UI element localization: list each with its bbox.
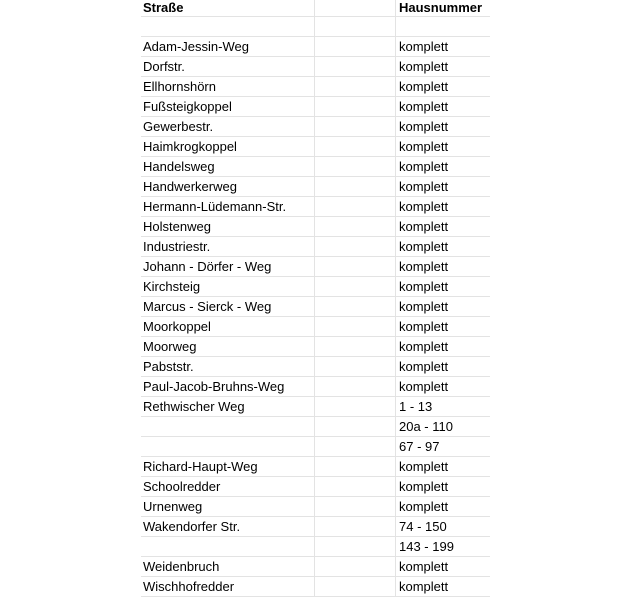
house-number-cell: komplett	[399, 199, 449, 214]
house-number-cell: komplett	[399, 459, 449, 474]
street-cell: Richard-Haupt-Weg	[141, 457, 315, 476]
table-row	[141, 97, 490, 117]
table-row	[141, 37, 490, 57]
empty-cell	[315, 17, 410, 36]
street-cell: Pabststr.	[141, 357, 315, 376]
table-row	[141, 197, 490, 217]
table-row	[141, 557, 490, 577]
table-row	[141, 237, 490, 257]
house-number-cell: 1 - 13	[399, 399, 433, 414]
table-body	[141, 37, 490, 597]
table-row	[141, 457, 490, 477]
street-cell: Wischhofredder	[141, 577, 315, 596]
street-cell: Moorkoppel	[141, 317, 315, 336]
table-row	[141, 277, 490, 297]
house-number-cell: komplett	[399, 379, 449, 394]
street-cell: Ellhornshörn	[141, 77, 315, 96]
table-row	[141, 137, 490, 157]
table-row	[141, 537, 490, 557]
table-row	[141, 477, 490, 497]
house-number-cell: komplett	[399, 159, 449, 174]
empty-cell	[141, 17, 315, 36]
street-cell: Adam-Jessin-Weg	[141, 37, 315, 56]
street-cell: Wakendorfer Str.	[141, 517, 315, 536]
street-cell: Urnenweg	[141, 497, 315, 516]
street-cell: Fußsteigkoppel	[141, 97, 315, 116]
street-cell: Schoolredder	[141, 477, 315, 496]
table-row	[141, 577, 490, 597]
table-row	[141, 337, 490, 357]
street-cell: Dorfstr.	[141, 57, 315, 76]
table-row	[141, 517, 490, 537]
table-row	[141, 257, 490, 277]
street-cell: Paul-Jacob-Bruhns-Weg	[141, 377, 315, 396]
header-street: Straße	[141, 0, 315, 16]
street-cell: Haimkrogkoppel	[141, 137, 315, 156]
house-number-cell: komplett	[399, 319, 449, 334]
house-number-cell: komplett	[399, 299, 449, 314]
street-cell: Handelsweg	[141, 157, 315, 176]
table-row	[141, 157, 490, 177]
house-number-cell: komplett	[399, 339, 449, 354]
house-number-cell: komplett	[399, 59, 449, 74]
house-number-cell: komplett	[399, 359, 449, 374]
house-number-cell: komplett	[399, 479, 449, 494]
house-number-cell: komplett	[399, 559, 449, 574]
street-cell	[141, 537, 315, 556]
table-row	[141, 217, 490, 237]
street-cell: Moorweg	[141, 337, 315, 356]
header-house-number: Hausnummer	[399, 0, 483, 15]
street-cell: Holstenweg	[141, 217, 315, 236]
house-number-cell: komplett	[399, 79, 449, 94]
house-number-cell: komplett	[399, 239, 449, 254]
table-row	[141, 497, 490, 517]
street-cell: Johann - Dörfer - Weg	[141, 257, 315, 276]
table-row	[141, 77, 490, 97]
street-table	[141, 0, 490, 597]
house-number-cell: komplett	[399, 499, 449, 514]
street-cell: Handwerkerweg	[141, 177, 315, 196]
street-cell	[141, 417, 315, 436]
street-cell: Weidenbruch	[141, 557, 315, 576]
table-row	[141, 437, 490, 457]
house-number-cell: komplett	[399, 579, 449, 594]
house-number-cell: komplett	[399, 259, 449, 274]
street-cell: Gewerbestr.	[141, 117, 315, 136]
street-cell: Hermann-Lüdemann-Str.	[141, 197, 315, 216]
street-cell: Kirchsteig	[141, 277, 315, 296]
table-row	[141, 417, 490, 437]
house-number-cell: 20a - 110	[399, 419, 453, 434]
street-cell: Rethwischer Weg	[141, 397, 315, 416]
table-row	[141, 177, 490, 197]
house-number-cell: 74 - 150	[399, 519, 447, 534]
house-number-cell: komplett	[399, 39, 449, 54]
house-number-cell: komplett	[399, 219, 449, 234]
table-row	[141, 57, 490, 77]
house-number-cell: komplett	[399, 139, 449, 154]
house-number-cell: komplett	[399, 279, 449, 294]
house-number-cell: komplett	[399, 119, 449, 134]
table-row	[141, 297, 490, 317]
empty-row	[141, 17, 490, 37]
header-row	[141, 0, 490, 17]
street-cell: Marcus - Sierck - Weg	[141, 297, 315, 316]
table-row	[141, 357, 490, 377]
table-row	[141, 117, 490, 137]
house-number-cell: komplett	[399, 179, 449, 194]
table-row	[141, 377, 490, 397]
house-number-cell: komplett	[399, 99, 449, 114]
house-number-cell: 143 - 199	[399, 539, 454, 554]
table-row	[141, 397, 490, 417]
street-cell	[141, 437, 315, 456]
street-cell: Industriestr.	[141, 237, 315, 256]
house-number-cell: 67 - 97	[399, 439, 440, 454]
table-row	[141, 317, 490, 337]
